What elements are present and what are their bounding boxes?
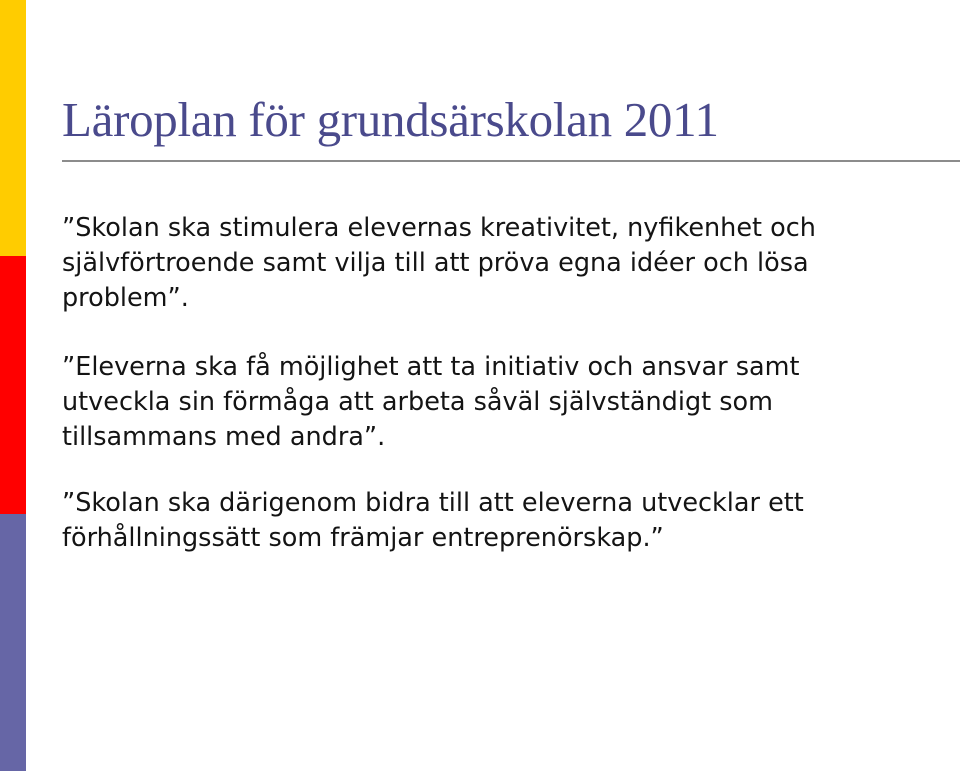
paragraph-line: ”Skolan ska stimulera elevernas kreativitet, nyfikenhet och xyxy=(62,213,816,243)
side-bar-blue xyxy=(0,514,26,771)
title-underline xyxy=(62,160,960,162)
quote-paragraph-1 xyxy=(62,211,816,316)
side-bar-yellow xyxy=(0,0,26,256)
paragraph-line: förhållningssätt som främjar entreprenörskap.” xyxy=(62,523,664,553)
paragraph-line: problem”. xyxy=(62,283,189,313)
paragraph-line: ”Skolan ska därigenom bidra till att eleverna utvecklar ett xyxy=(62,488,804,518)
side-bar-red xyxy=(0,256,26,514)
paragraph-line: ”Eleverna ska få möjlighet att ta initiativ och ansvar samt xyxy=(62,352,800,382)
quote-paragraph-2 xyxy=(62,350,799,455)
paragraph-line: självförtroende samt vilja till att pröva egna idéer och lösa xyxy=(62,248,809,278)
paragraph-line: utveckla sin förmåga att arbeta såväl självständigt som xyxy=(62,387,773,417)
paragraph-line: tillsammans med andra”. xyxy=(62,422,386,452)
quote-paragraph-3 xyxy=(62,486,804,556)
slide-title: Läroplan för grundsärskolan 2011 xyxy=(62,92,719,147)
